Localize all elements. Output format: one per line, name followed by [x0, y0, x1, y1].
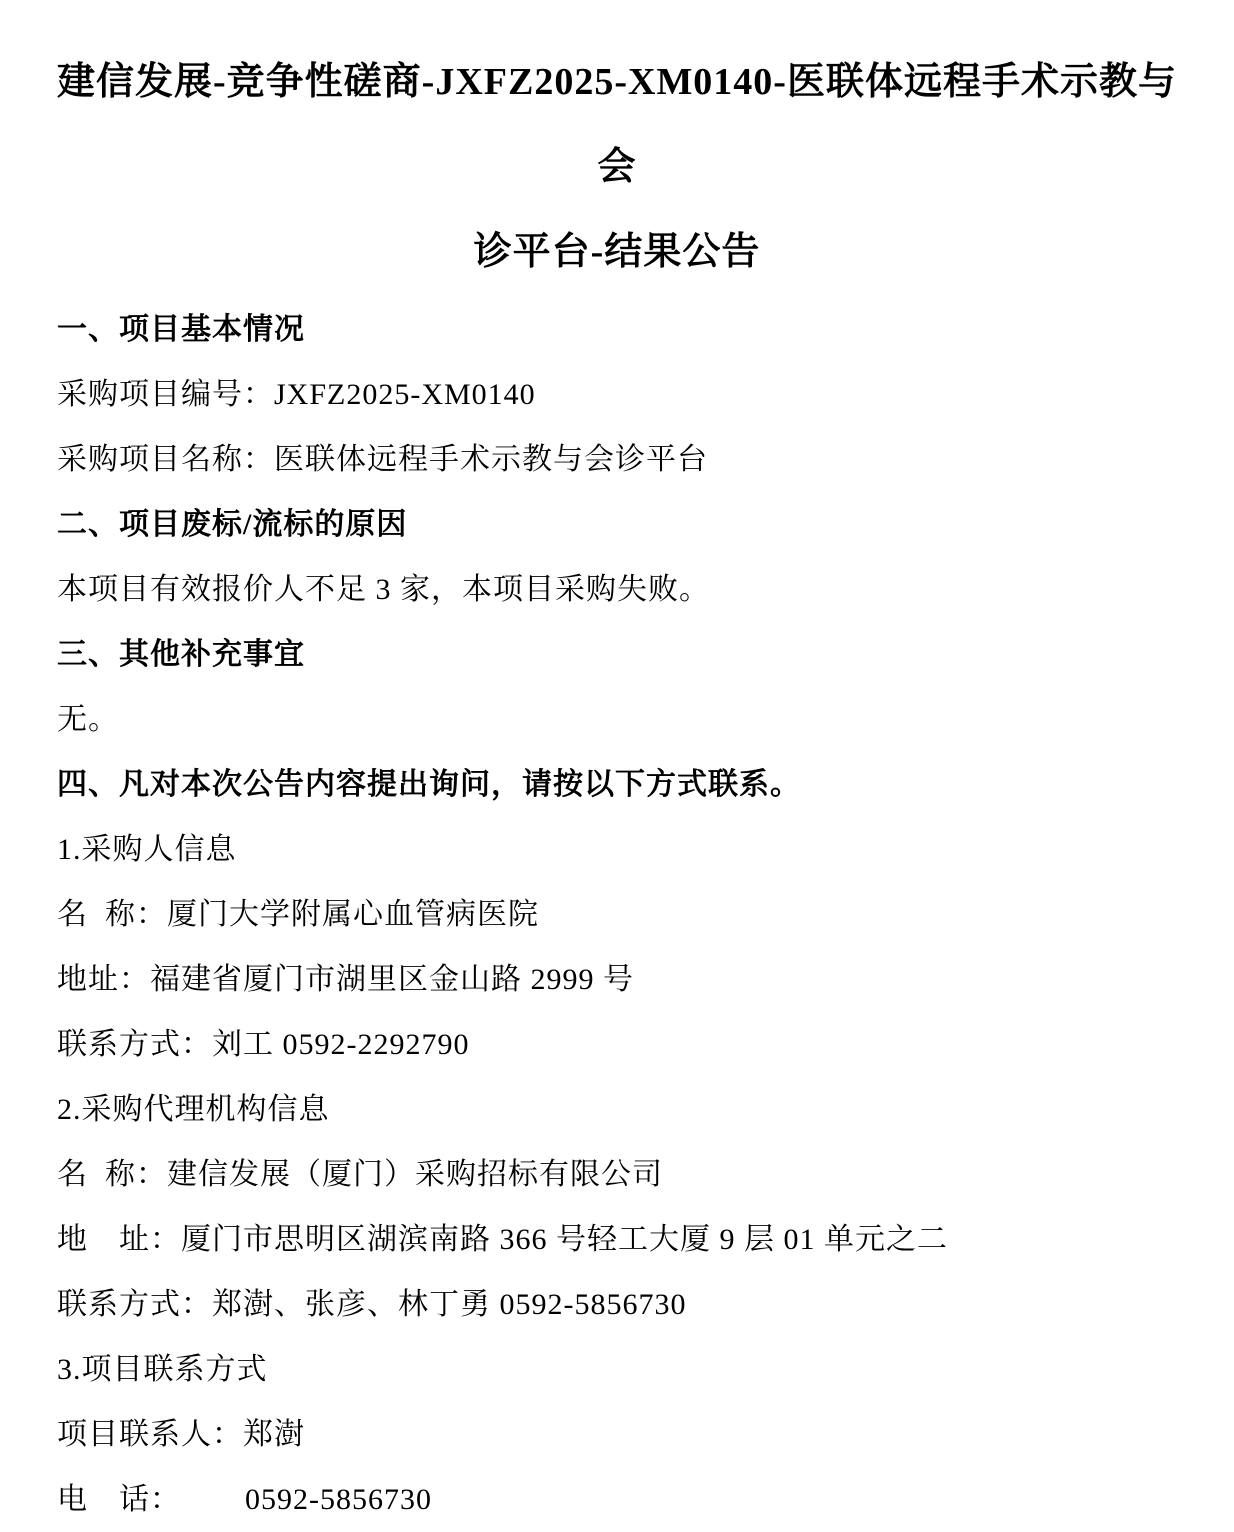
- line-project-contact-label: 3.项目联系方式: [57, 1353, 268, 1386]
- document-title: [57, 40, 1177, 295]
- line-project-contact-phone: 电 话： 0592-5856730: [57, 1483, 432, 1516]
- line-purchaser-contact: 联系方式：刘工 0592-2292790: [57, 1028, 470, 1061]
- line-project-number: 采购项目编号：JXFZ2025-XM0140: [57, 378, 536, 411]
- line-agency-info-label: 2.采购代理机构信息: [57, 1093, 330, 1126]
- section-heading-basic-info: 一、项目基本情况: [57, 313, 305, 346]
- document-title-line-2: 诊平台-结果公告: [473, 231, 761, 273]
- line-other-matters-none: 无。: [57, 703, 119, 736]
- line-project-name: 采购项目名称：医联体远程手术示教与会诊平台: [57, 443, 708, 476]
- line-purchaser-name: 名 称：厦门大学附属心血管病医院: [57, 898, 539, 931]
- line-agency-contact: 联系方式：郑澍、张彦、林丁勇 0592-5856730: [57, 1288, 687, 1321]
- line-agency-address: 地 址：厦门市思明区湖滨南路 366 号轻工大厦 9 层 01 单元之二: [57, 1223, 948, 1256]
- section-heading-other-matters: 三、其他补充事宜: [57, 638, 305, 671]
- line-failure-reason: 本项目有效报价人不足 3 家，本项目采购失败。: [57, 573, 710, 606]
- section-heading-failure-reason: 二、项目废标/流标的原因: [57, 508, 408, 541]
- line-agency-name: 名 称：建信发展（厦门）采购招标有限公司: [57, 1158, 663, 1191]
- line-project-contact-person: 项目联系人：郑澍: [57, 1418, 305, 1451]
- line-purchaser-info-label: 1.采购人信息: [57, 833, 237, 866]
- document-title-line-1: 建信发展-竞争性磋商-JXFZ2025-XM0140-医联体远程手术示教与会: [57, 61, 1177, 188]
- section-heading-contact-methods: 四、凡对本次公告内容提出询问，请按以下方式联系。: [57, 768, 801, 801]
- line-purchaser-address: 地址：福建省厦门市湖里区金山路 2999 号: [57, 963, 634, 996]
- document-body: [57, 297, 1177, 1532]
